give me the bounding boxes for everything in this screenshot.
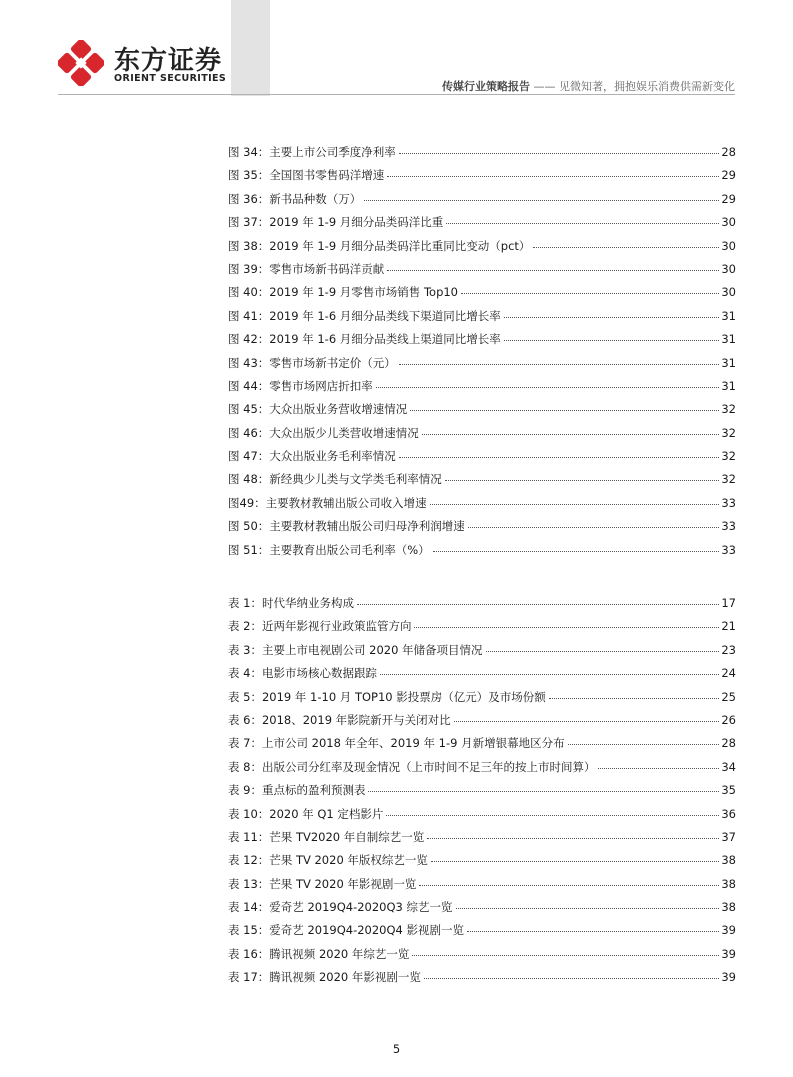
dot-leader [468, 527, 720, 528]
figure-entry[interactable] [228, 356, 736, 379]
figure-entry-label: 图 43：零售市场新书定价（元） [228, 355, 396, 370]
figure-entry-page: 33 [721, 542, 736, 557]
dot-leader [387, 270, 719, 271]
figure-entry-label: 图 35：全国图书零售码洋增速 [228, 168, 385, 183]
figure-entry-label: 图 41：2019 年 1-6 月细分品类线下渠道同比增长率 [228, 308, 501, 323]
figure-entry-page: 31 [721, 308, 736, 323]
figure-entry-label: 图 44：零售市场网店折扣率 [228, 378, 373, 393]
table-entry-label: 表 2：近两年影视行业政策监管方向 [228, 619, 412, 634]
figure-entry-label: 图 40：2019 年 1-9 月零售市场销售 Top10 [228, 285, 458, 300]
table-entry-label: 表 16：腾讯视频 2020 年综艺一览 [228, 946, 410, 961]
table-entry[interactable] [228, 807, 736, 830]
dot-leader [430, 504, 720, 505]
dot-leader [399, 153, 720, 154]
figure-entry[interactable] [228, 449, 736, 472]
figure-entry[interactable] [228, 145, 736, 168]
figure-entry-page: 32 [721, 425, 736, 440]
table-entry[interactable] [228, 947, 736, 970]
table-entry-page: 17 [721, 596, 736, 610]
report-subtitle: —— 见微知著，拥抱娱乐消费供需新变化 [533, 80, 735, 93]
dot-leader [454, 721, 720, 722]
table-entry-page: 23 [721, 642, 736, 657]
table-entry-label: 表 4：电影市场核心数据跟踪 [228, 666, 377, 681]
table-entry-label: 表 13：芒果 TV 2020 年影视剧一览 [228, 876, 417, 891]
figure-entry-label: 图49：主要教材教辅出版公司收入增速 [228, 495, 427, 510]
figure-entry[interactable] [228, 192, 736, 215]
figure-entry-page: 33 [721, 495, 736, 510]
figure-entry-label: 图 45：大众出版业务营收增速情况 [228, 402, 408, 417]
table-index [228, 596, 736, 994]
table-entry[interactable] [228, 666, 736, 689]
figure-entry[interactable] [228, 285, 736, 308]
figure-entry[interactable] [228, 496, 736, 519]
table-entry[interactable] [228, 643, 736, 666]
figure-entry[interactable] [228, 472, 736, 495]
dot-leader [549, 698, 720, 699]
table-entry-page: 38 [721, 876, 736, 891]
table-entry-label: 表 6：2018、2019 年影院新开与关闭对比 [228, 712, 451, 727]
figure-entry-page: 32 [721, 449, 736, 464]
company-logo [58, 38, 228, 88]
figure-entry[interactable] [228, 215, 736, 238]
figure-entry-page: 31 [721, 332, 736, 347]
table-entry-label: 表 12：芒果 TV 2020 年版权综艺一览 [228, 853, 428, 868]
table-entry-label: 表 1：时代华纳业务构成 [228, 596, 354, 610]
dot-leader [364, 200, 719, 201]
figure-entry-page: 31 [721, 355, 736, 370]
table-entry[interactable] [228, 713, 736, 736]
dot-leader [427, 838, 719, 839]
dot-leader [399, 364, 720, 365]
table-entry-label: 表 7：上市公司 2018 年全年、2019 年 1-9 月新增银幕地区分布 [228, 736, 565, 751]
figure-entry-label: 图 50：主要教材教辅出版公司归母净利润增速 [228, 519, 465, 534]
table-entry-label: 表 3：主要上市电视剧公司 2020 年储备项目情况 [228, 642, 483, 657]
dot-leader [533, 247, 719, 248]
table-entry[interactable] [228, 760, 736, 783]
dot-leader [433, 551, 720, 552]
table-entry[interactable] [228, 736, 736, 759]
figure-entry[interactable] [228, 543, 736, 566]
figure-entry[interactable] [228, 239, 736, 262]
dot-leader [419, 885, 719, 886]
figure-entry-page: 28 [721, 145, 736, 159]
figure-entry-page: 32 [721, 402, 736, 417]
table-entry[interactable] [228, 970, 736, 993]
orient-logo-icon [58, 40, 104, 86]
dot-leader [504, 317, 720, 318]
dot-leader [412, 955, 719, 956]
figure-entry-page: 29 [721, 191, 736, 206]
dot-leader [376, 387, 720, 388]
table-entry-page: 37 [721, 829, 736, 844]
figure-entry[interactable] [228, 402, 736, 425]
table-entry-page: 39 [721, 946, 736, 961]
figure-index [228, 145, 736, 566]
dot-leader [504, 340, 720, 341]
table-entry-label: 表 9：重点标的盈利预测表 [228, 783, 366, 798]
table-entry-page: 24 [721, 666, 736, 681]
table-entry-page: 34 [721, 759, 736, 774]
dot-leader [424, 978, 719, 979]
report-title: 传媒行业策略报告 [442, 80, 530, 93]
header-decor-bar [231, 0, 270, 96]
dot-leader [399, 457, 720, 458]
table-entry-page: 21 [721, 619, 736, 634]
table-entry[interactable] [228, 619, 736, 642]
dot-leader [422, 434, 720, 435]
figure-entry-label: 图 36：新书品种数（万） [228, 191, 362, 206]
table-entry-label: 表 15：爱奇艺 2019Q4-2020Q4 影视剧一览 [228, 923, 465, 938]
figure-entry[interactable] [228, 426, 736, 449]
dot-leader [467, 931, 719, 932]
figure-entry-page: 30 [721, 238, 736, 253]
table-entry[interactable] [228, 690, 736, 713]
figure-entry[interactable] [228, 379, 736, 402]
dot-leader [368, 791, 719, 792]
dot-leader [380, 674, 719, 675]
figure-entry-label: 图 39：零售市场新书码洋贡献 [228, 261, 385, 276]
figure-entry[interactable] [228, 332, 736, 355]
table-entry-page: 36 [721, 806, 736, 821]
figure-entry-page: 29 [721, 168, 736, 183]
table-entry[interactable] [228, 830, 736, 853]
dot-leader [568, 744, 720, 745]
figure-entry-label: 图 34：主要上市公司季度净利率 [228, 145, 396, 159]
figure-entry[interactable] [228, 262, 736, 285]
figure-entry-page: 33 [721, 519, 736, 534]
figure-entry-label: 图 51：主要教育出版公司毛利率（%） [228, 542, 430, 557]
table-entry-page: 28 [721, 736, 736, 751]
table-entry[interactable] [228, 877, 736, 900]
dot-leader [598, 768, 719, 769]
table-entry-label: 表 17：腾讯视频 2020 年影视剧一览 [228, 970, 421, 985]
table-entry-page: 38 [721, 900, 736, 915]
figure-entry[interactable] [228, 168, 736, 191]
table-entry-label: 表 5：2019 年 1-10 月 TOP10 影投票房（亿元）及市场份额 [228, 689, 546, 704]
dot-leader [456, 908, 720, 909]
table-entry-label: 表 8：出版公司分红率及现金情况（上市时间不足三年的按上市时间算） [228, 759, 596, 774]
table-entry[interactable] [228, 783, 736, 806]
dot-leader [387, 176, 719, 177]
dot-leader [461, 293, 719, 294]
dot-leader [446, 223, 719, 224]
figure-entry-label: 图 48：新经典少儿类与文学类毛利率情况 [228, 472, 442, 487]
figure-entry-page: 31 [721, 378, 736, 393]
table-entry[interactable] [228, 900, 736, 923]
figure-entry-page: 30 [721, 215, 736, 230]
figure-entry[interactable] [228, 309, 736, 332]
figure-entry-label: 图 42：2019 年 1-6 月细分品类线上渠道同比增长率 [228, 332, 501, 347]
header-divider [58, 94, 735, 95]
table-entry-page: 39 [721, 923, 736, 938]
dot-leader [431, 861, 719, 862]
table-entry[interactable] [228, 853, 736, 876]
table-entry-page: 35 [721, 783, 736, 798]
dot-leader [386, 815, 719, 816]
table-entry[interactable] [228, 923, 736, 946]
table-entry-page: 39 [721, 970, 736, 985]
table-entry-page: 25 [721, 689, 736, 704]
dot-leader [414, 627, 719, 628]
dot-leader [445, 480, 720, 481]
dot-leader [410, 410, 719, 411]
table-entry-label: 表 10：2020 年 Q1 定档影片 [228, 806, 384, 821]
figure-entry-page: 32 [721, 472, 736, 487]
table-entry-page: 38 [721, 853, 736, 868]
figure-entry-label: 图 38：2019 年 1-9 月细分品类码洋比重同比变动（pct） [228, 238, 531, 253]
page-number: 5 [392, 1042, 401, 1056]
table-entry[interactable] [228, 596, 736, 619]
figure-entry-page: 30 [721, 285, 736, 300]
figure-entry-page: 30 [721, 261, 736, 276]
figure-entry-label: 图 37：2019 年 1-9 月细分品类码洋比重 [228, 215, 444, 230]
table-entry-label: 表 14：爱奇艺 2019Q4-2020Q3 综艺一览 [228, 900, 453, 915]
figure-entry-label: 图 47：大众出版业务毛利率情况 [228, 449, 396, 464]
dot-leader [357, 604, 719, 605]
table-entry-page: 26 [721, 712, 736, 727]
table-entry-label: 表 11：芒果 TV2020 年自制综艺一览 [228, 829, 425, 844]
dot-leader [486, 651, 720, 652]
figure-entry[interactable] [228, 519, 736, 542]
figure-entry-label: 图 46：大众出版少儿类营收增速情况 [228, 425, 419, 440]
logo-text-en: ORIENT SECURITIES [114, 73, 227, 84]
report-header [442, 78, 735, 94]
logo-text-cn: 东方证券 [114, 46, 223, 76]
